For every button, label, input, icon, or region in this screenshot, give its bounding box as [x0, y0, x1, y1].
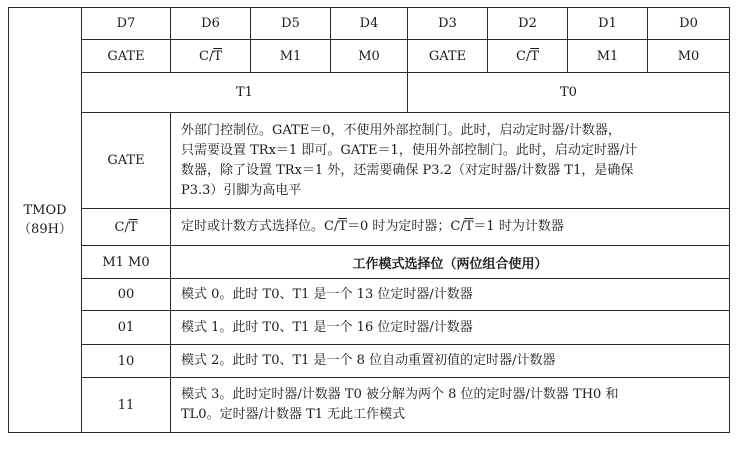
ct-symbol: $C/\overline{T}$ — [114, 219, 138, 235]
mode-3-desc-line: TL0。定时器/计数器 T1 无此工作模式 — [181, 407, 406, 422]
timer-t0-label: T0 — [408, 73, 730, 113]
mode-row — [9, 345, 730, 378]
bit-d3: D3 — [408, 8, 488, 40]
field-gate-t0: GATE — [408, 40, 488, 73]
field-m1-t0: M1 — [568, 40, 648, 73]
bit-d7: D7 — [82, 8, 171, 40]
mode-2-description: 模式 2。此时 T0、T1 是一个 8 位自动重置初值的定时器/计数器 — [171, 345, 730, 378]
field-row — [9, 40, 730, 73]
field-ct-t1 — [171, 40, 251, 73]
gate-desc-line: 数器，除了设置 TRx＝1 外，还需要确保 P3.2（对定时器/计数器 T1，是确保 — [181, 162, 634, 178]
mode-header-text: 工作模式选择位（两位组合使用） — [171, 246, 730, 279]
gate-row — [9, 113, 730, 209]
mode-code-00: 00 — [82, 279, 171, 311]
mode-3-description — [171, 378, 730, 433]
field-gate-t1: GATE — [82, 40, 171, 73]
register-name: TMOD — [23, 203, 67, 218]
field-ct-t0 — [488, 40, 568, 73]
bit-row — [9, 8, 730, 40]
mode-code-11: 11 — [82, 378, 171, 433]
register-address: （89H） — [18, 222, 72, 237]
mode-row — [9, 279, 730, 311]
field-m0-t0: M0 — [648, 40, 730, 73]
mode-row — [9, 311, 730, 345]
bit-d2: D2 — [488, 8, 568, 40]
bit-d6: D6 — [171, 8, 251, 40]
mode-code-10: 10 — [82, 345, 171, 378]
mode-row — [9, 378, 730, 433]
gate-desc-line: 只需要设置 TRx＝1 即可。GATE＝1，使用外部控制门。此时，启动定时器/计 — [181, 142, 638, 158]
mode-code-01: 01 — [82, 311, 171, 345]
register-name-cell — [9, 8, 82, 433]
timer-t1-label: T1 — [82, 73, 408, 113]
bit-d5: D5 — [251, 8, 331, 40]
ct-desc-text: 定时或计数方式选择位。$C/\overline{T}=0$ 时为定时器；$C/\overline{T}=1$ 时为计数器 — [181, 219, 564, 234]
ct-row — [9, 209, 730, 246]
tmod-register-table — [8, 7, 730, 433]
gate-desc-line: 外部门控制位。GATE＝0，不使用外部控制门。此时，启动定时器/计数器， — [181, 122, 621, 138]
tmod-table-wrapper — [8, 7, 730, 433]
timer-row — [9, 73, 730, 113]
gate-description — [171, 113, 730, 209]
field-m1-t1: M1 — [251, 40, 331, 73]
mode-0-description: 模式 0。此时 T0、T1 是一个 13 位定时器/计数器 — [171, 279, 730, 311]
ct-description — [171, 209, 730, 246]
bit-d4: D4 — [331, 8, 408, 40]
ct-symbol: $C/\overline{T}$ — [516, 48, 539, 64]
ct-label — [82, 209, 171, 246]
ct-symbol: $C/\overline{T}$ — [199, 48, 222, 64]
bit-d1: D1 — [568, 8, 648, 40]
mode-1-description: 模式 1。此时 T0、T1 是一个 16 位定时器/计数器 — [171, 311, 730, 345]
gate-desc-line: P3.3）引脚为高电平 — [181, 182, 302, 198]
mode-3-desc-line: 模式 3。此时定时器/计数器 T0 被分解为两个 8 位的定时器/计数器 TH0 和 — [181, 387, 619, 402]
bit-d0: D0 — [648, 8, 730, 40]
field-m0-t1: M0 — [331, 40, 408, 73]
mode-header-row — [9, 246, 730, 279]
gate-label: GATE — [82, 113, 171, 209]
m1m0-label: M1 M0 — [82, 246, 171, 279]
